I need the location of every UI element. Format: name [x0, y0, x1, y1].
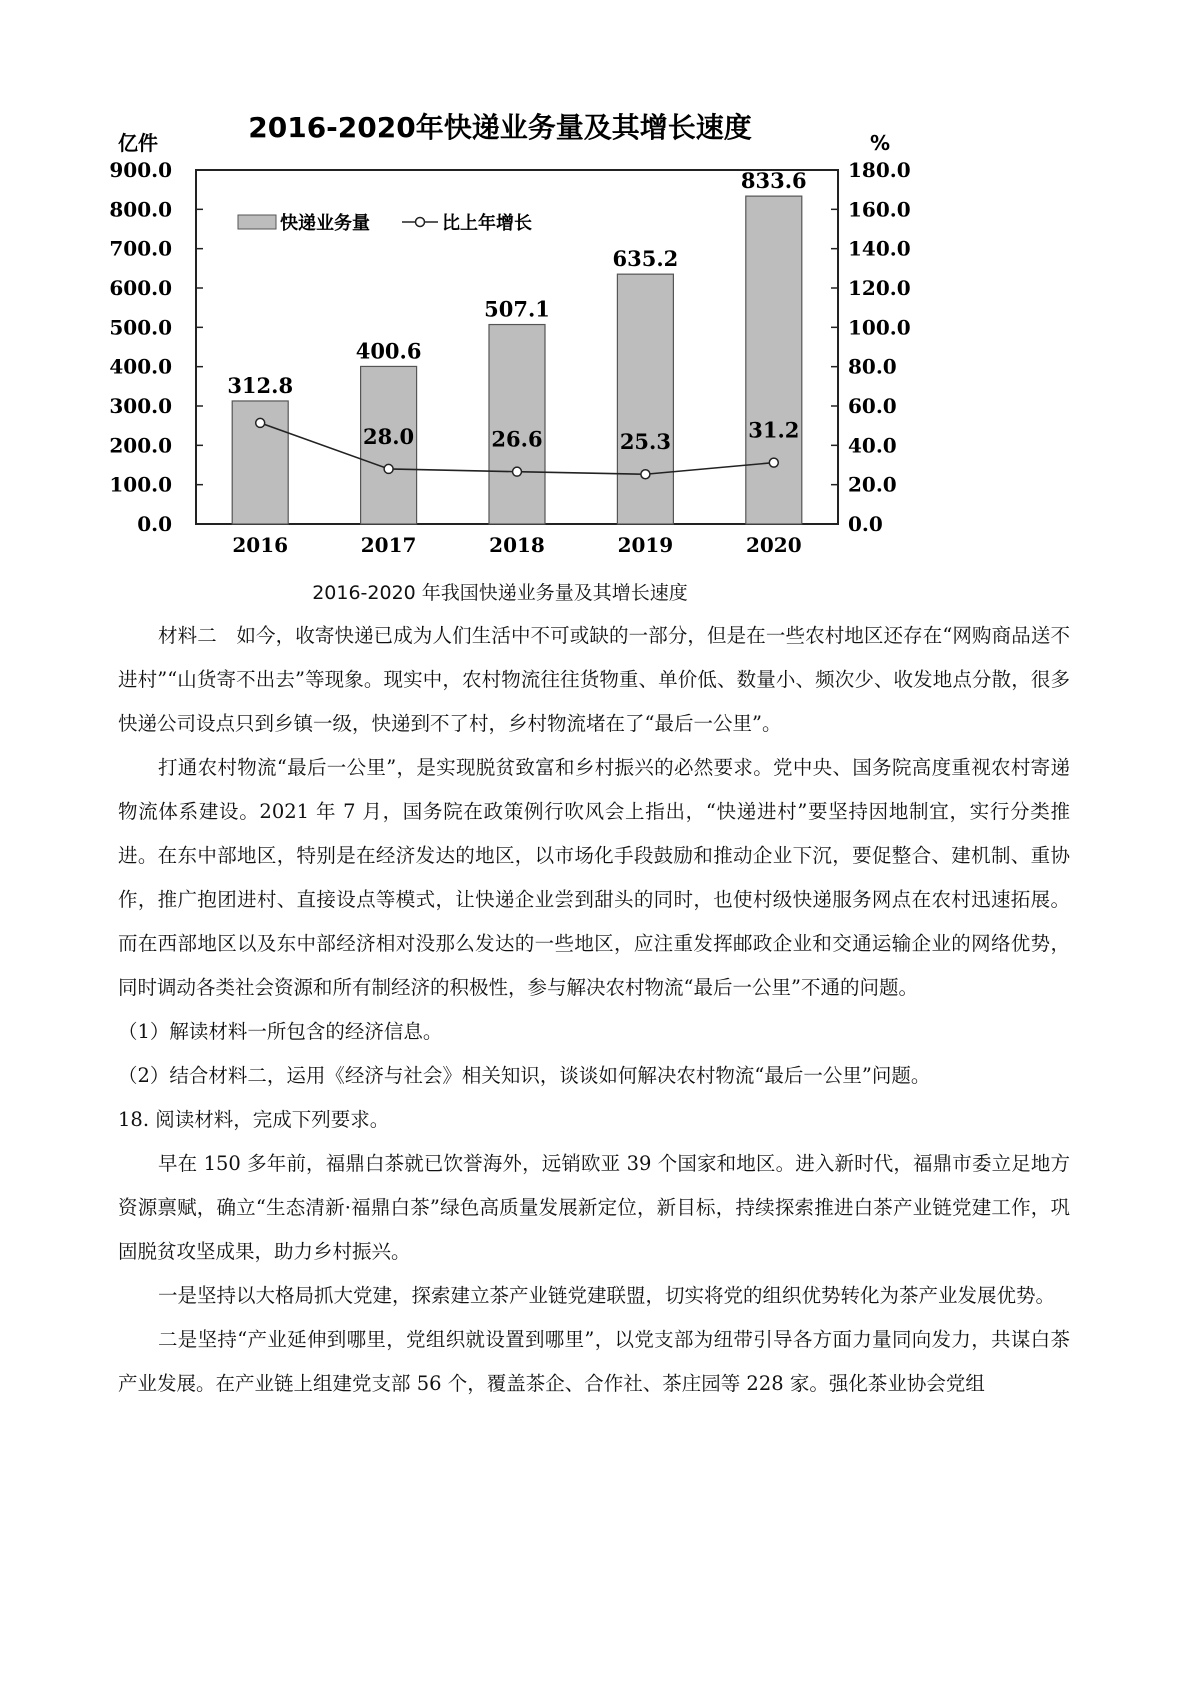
x-tick-label: 2018	[489, 533, 545, 557]
right-axis-ticks	[831, 158, 911, 536]
x-tick-label: 2016	[232, 533, 289, 557]
x-axis-labels	[232, 533, 801, 557]
left-tick-label: 700.0	[109, 236, 172, 261]
left-tick-label: 0.0	[137, 512, 172, 536]
question-1: （1）解读材料一所包含的经济信息。	[118, 1020, 443, 1043]
bar	[617, 274, 673, 524]
x-tick-label: 2020	[745, 533, 802, 557]
x-tick-label: 2017	[360, 533, 417, 557]
x-tick-label: 2019	[617, 533, 674, 557]
chart-title: 2016-2020年快递业务量及其增长速度	[248, 111, 752, 144]
left-axis-ticks	[109, 158, 203, 536]
bar-value-label: 312.8	[227, 372, 294, 398]
growth-value-label: 26.6	[491, 426, 543, 452]
growth-point	[384, 464, 393, 473]
left-axis-unit: 亿件	[118, 131, 158, 155]
express-volume-chart	[0, 0, 1200, 560]
q18-paragraph: 一是坚持以大格局抓大党建，探索建立茶产业链党建联盟，切实将党的组织优势转化为茶产业发展优势。	[157, 1284, 1055, 1307]
left-tick-label: 500.0	[109, 315, 172, 340]
q18-paragraph: 早在 150 多年前，福鼎白茶就已饮誉海外，远销欧亚 39 个国家和地区。进入新时代，福鼎市委立足地方资源禀赋，确立“生态清新·福鼎白茶”绿色高质量发展新定位，新目标，持续探索推进白茶产业链党建工作，巩固脱贫攻坚成果，助力乡村振兴。	[118, 1152, 1070, 1263]
growth-value-label: 28.0	[363, 423, 415, 449]
growth-point	[513, 467, 522, 476]
left-tick-label: 600.0	[109, 276, 172, 300]
left-tick-label: 300.0	[109, 394, 172, 418]
growth-value-label: 25.3	[619, 429, 671, 455]
left-tick-label: 800.0	[109, 197, 172, 222]
material-two-paragraph: 材料二 如今，收寄快递已成为人们生活中不可或缺的一部分，但是在一些农村地区还存在“网购商品送不进村”“山货寄不出去”等现象。现实中，农村物流往往货物重、单价低、数量小、频次少、收发地点分散，很多快递公司设点只到乡镇一级，快递到不了村，乡村物流堵在了“最后一公里”。	[118, 624, 1070, 735]
growth-point	[256, 418, 265, 427]
right-tick-label: 0.0	[848, 512, 883, 536]
right-tick-label: 160.0	[848, 197, 911, 222]
bar-value-label: 635.2	[612, 246, 679, 272]
q18-paragraph: 二是坚持“产业延伸到哪里，党组织就设置到哪里”，以党支部为纽带引导各方面力量同向发力，共谋白茶产业发展。在产业链上组建党支部 56 个，覆盖茶企、合作社、茶庄园等 228 家。强化茶业协会党组	[118, 1328, 1070, 1395]
bar	[746, 196, 802, 524]
right-tick-label: 60.0	[848, 394, 897, 418]
bar	[489, 325, 545, 524]
right-tick-label: 100.0	[848, 315, 911, 340]
legend-line-marker	[416, 218, 425, 227]
growth-point	[641, 470, 650, 479]
right-tick-label: 120.0	[848, 276, 911, 300]
left-tick-label: 400.0	[109, 354, 172, 379]
growth-value-label: 31.2	[748, 417, 800, 443]
document-body	[118, 614, 1070, 1406]
material-two-paragraph: 打通农村物流“最后一公里”，是实现脱贫致富和乡村振兴的必然要求。党中央、国务院高度重视农村寄递物流体系建设。2021 年 7 月，国务院在政策例行吹风会上指出，“快递进村”要坚持因地制宜，实行分类推进。在东中部地区，特别是在经济发达的地区，以市场化手段鼓励和推动企业下沉，要促整合、建机制、重协作，推广抱团进村、直接设点等模式，让快递企业尝到甜头的同时，也使村级快递服务网点在农村迅速拓展。而在西部地区以及东中部经济相对没那么发达的一些地区，应注重发挥邮政企业和交通运输企业的网络优势，同时调动各类社会资源和所有制经济的积极性，参与解决农村物流“最后一公里”不通的问题。	[118, 756, 1070, 999]
right-tick-label: 180.0	[848, 158, 911, 182]
right-tick-label: 140.0	[848, 236, 911, 261]
question-2: （2）结合材料二，运用《经济与社会》相关知识，谈谈如何解决农村物流“最后一公里”问题。	[118, 1064, 931, 1087]
right-axis-unit: %	[870, 131, 891, 155]
question-18-title: 18. 阅读材料，完成下列要求。	[118, 1108, 390, 1131]
right-tick-label: 40.0	[848, 433, 897, 458]
left-tick-label: 900.0	[109, 158, 172, 182]
left-tick-label: 100.0	[109, 472, 172, 497]
legend	[238, 212, 532, 234]
left-tick-label: 200.0	[109, 433, 172, 458]
right-tick-label: 20.0	[848, 472, 897, 497]
legend-bar-swatch	[238, 215, 276, 229]
bar-value-label: 507.1	[484, 296, 550, 322]
legend-line-label: 比上年增长	[442, 213, 532, 234]
growth-point	[769, 458, 778, 467]
chart-caption: 2016-2020 年我国快递业务量及其增长速度	[312, 582, 688, 604]
bar-value-label: 400.6	[355, 338, 422, 364]
right-tick-label: 80.0	[848, 354, 897, 379]
bar-value-label: 833.6	[740, 168, 807, 194]
legend-bar-label: 快递业务量	[280, 213, 370, 234]
